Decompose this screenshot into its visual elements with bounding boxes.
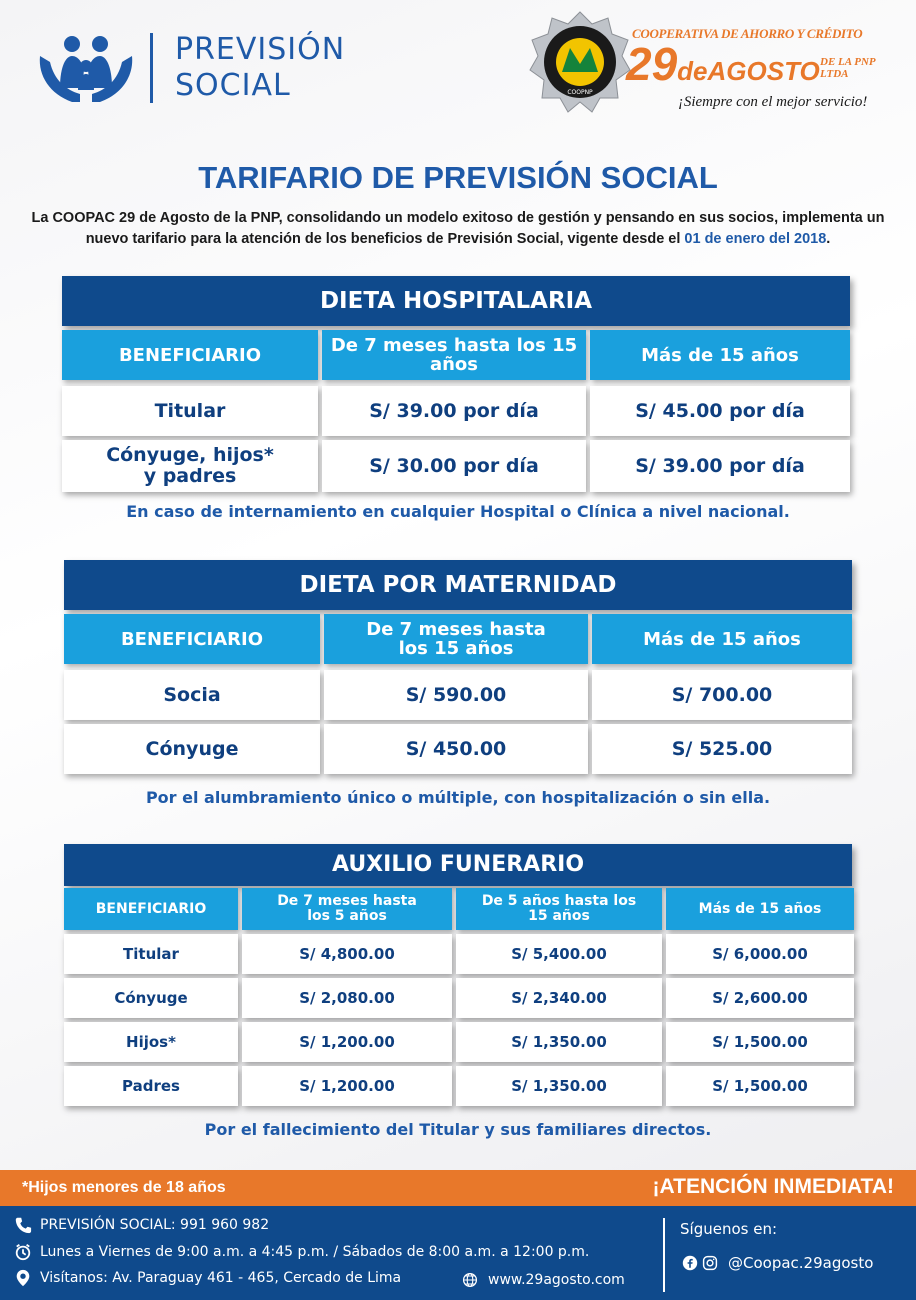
intro-highlight-date: 01 de enero del 2018 <box>684 231 827 247</box>
coop-date <box>626 38 820 90</box>
table-cell: S/ 590.00 <box>324 670 588 720</box>
follow-label: Síguenos en: <box>680 1220 778 1238</box>
header-cell: De 7 meses hasta los 15 años <box>324 614 588 664</box>
coop-slogan: ¡Siempre con el mejor servicio! <box>678 94 868 110</box>
header-cell: BENEFICIARIO <box>62 330 318 380</box>
address-text: Visítanos: Av. Paraguay 461 - 465, Cercado de Lima <box>40 1270 402 1286</box>
table-cell: Titular <box>62 386 318 436</box>
phone-line <box>14 1216 269 1234</box>
table-cell: S/ 5,400.00 <box>456 934 662 974</box>
facebook-icon <box>682 1255 698 1271</box>
table-cell: S/ 2,600.00 <box>666 978 854 1018</box>
footer-banner <box>0 1170 916 1206</box>
table-cell: Cónyuge <box>64 978 238 1018</box>
website-text: www.29agosto.com <box>488 1272 625 1288</box>
brand-name <box>175 32 345 104</box>
table-cell: S/ 2,340.00 <box>456 978 662 1018</box>
table-cell: Socia <box>64 670 320 720</box>
table-cell: S/ 45.00 por día <box>590 386 850 436</box>
table-title: AUXILIO FUNERARIO <box>64 844 852 886</box>
hours-line <box>14 1243 589 1261</box>
intro-end: . <box>826 231 831 247</box>
attention-text: ¡ATENCIÓN INMEDIATA! <box>652 1175 894 1198</box>
table-cell: S/ 6,000.00 <box>666 934 854 974</box>
intro-paragraph <box>20 208 896 250</box>
table-cell: Hijos* <box>64 1022 238 1062</box>
social-handle[interactable] <box>682 1254 873 1272</box>
table-cell: S/ 1,350.00 <box>456 1022 662 1062</box>
header-cell: De 7 meses hasta los 15 años <box>322 330 586 380</box>
header-cell: Más de 15 años <box>592 614 852 664</box>
location-pin-icon <box>14 1269 32 1287</box>
table-note: Por el fallecimiento del Titular y sus familiares directos. <box>204 1120 712 1139</box>
header-cell: BENEFICIARIO <box>64 888 238 930</box>
table-cell: S/ 4,800.00 <box>242 934 452 974</box>
header-cell: BENEFICIARIO <box>64 614 320 664</box>
table-cell: Cónyuge <box>64 724 320 774</box>
table-cell: S/ 1,500.00 <box>666 1066 854 1106</box>
logo-divider <box>150 33 153 103</box>
table-cell: Padres <box>64 1066 238 1106</box>
table-cell: S/ 1,350.00 <box>456 1066 662 1106</box>
table-cell: S/ 1,500.00 <box>666 1022 854 1062</box>
social-handle-text: @Coopac.29agosto <box>728 1254 874 1272</box>
footer-contact <box>0 1206 916 1300</box>
table-cell: S/ 450.00 <box>324 724 588 774</box>
header-cell: De 7 meses hasta los 5 años <box>242 888 452 930</box>
table-title: DIETA HOSPITALARIA <box>62 276 850 326</box>
coop-date-number: 29 <box>626 38 678 90</box>
globe-icon <box>462 1272 478 1288</box>
table-cell: S/ 1,200.00 <box>242 1022 452 1062</box>
table-cell: S/ 525.00 <box>592 724 852 774</box>
footnote: *Hijos menores de 18 años <box>22 1179 226 1196</box>
header-cell: Más de 15 años <box>590 330 850 380</box>
coopac-badge-icon <box>528 10 632 114</box>
table-cell: Cónyuge, hijos* y padres <box>62 440 318 492</box>
table-cell: S/ 39.00 por día <box>322 386 586 436</box>
table-cell: S/ 30.00 por día <box>322 440 586 492</box>
phone-text: PREVISIÓN SOCIAL: 991 960 982 <box>40 1217 270 1233</box>
phone-icon <box>14 1216 32 1234</box>
table-cell: S/ 2,080.00 <box>242 978 452 1018</box>
address-line <box>14 1269 401 1287</box>
table-cell: S/ 39.00 por día <box>590 440 850 492</box>
footer-divider <box>663 1218 665 1292</box>
family-hands-icon <box>36 30 136 106</box>
table-note: En caso de internamiento en cualquier Hospital o Clínica a nivel nacional. <box>126 502 790 521</box>
svg-text:COOPNP: COOPNP <box>567 89 593 96</box>
header-cell: Más de 15 años <box>666 888 854 930</box>
coop-title: COOPERATIVA DE AHORRO Y CRÉDITO <box>632 26 863 41</box>
clock-icon <box>14 1243 32 1261</box>
header-cell: De 5 años hasta los 15 años <box>456 888 662 930</box>
table-note: Por el alumbramiento único o múltiple, con hospitalización o sin ella. <box>145 788 771 807</box>
table-title: DIETA POR MATERNIDAD <box>64 560 852 610</box>
prevision-social-logo <box>36 30 345 106</box>
hours-text: Lunes a Viernes de 9:00 a.m. a 4:45 p.m. / Sábados de 8:00 a.m. a 12:00 p.m. <box>40 1244 590 1260</box>
page-header <box>0 0 916 140</box>
coop-date-month: deAGOSTO <box>677 56 820 86</box>
table-cell: S/ 1,200.00 <box>242 1066 452 1106</box>
coopac-logo <box>528 10 888 120</box>
instagram-icon <box>702 1255 718 1271</box>
intro-text: La COOPAC 29 de Agosto de la PNP, consolidando un modelo exitoso de gestión y pensando en sus socios, implementa un nuevo tarifario para la atención de los beneficios de Previsión Social, vigente desde el <box>31 210 885 247</box>
brand-line-2: SOCIAL <box>175 68 291 103</box>
page-title: TARIFARIO DE PREVISIÓN SOCIAL <box>198 160 718 195</box>
table-cell: Titular <box>64 934 238 974</box>
website-link[interactable] <box>462 1272 625 1288</box>
coop-suffix: DE LA PNP LTDA <box>820 56 876 80</box>
table-cell: S/ 700.00 <box>592 670 852 720</box>
brand-line-1: PREVISIÓN <box>175 32 346 67</box>
